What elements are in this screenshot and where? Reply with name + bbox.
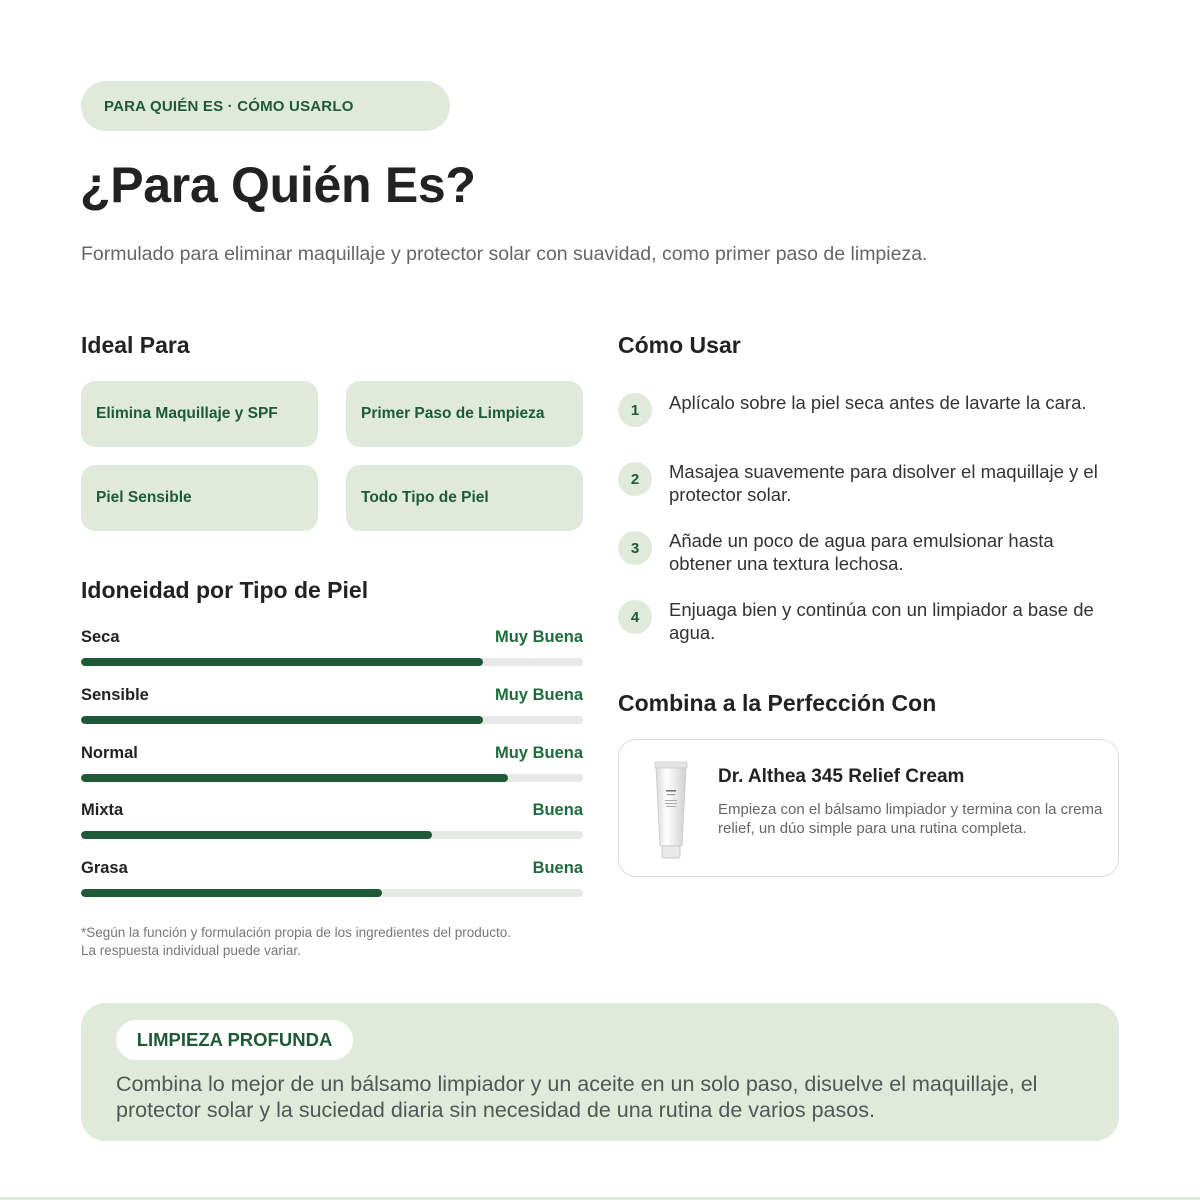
skin-type-label: Sensible	[81, 685, 149, 704]
page-title: ¿Para Quién Es?	[80, 157, 476, 213]
suitability-bar-fill	[81, 774, 508, 782]
pairs-well-heading: Combina a la Perfección Con	[618, 690, 937, 716]
ideal-for-heading: Ideal Para	[81, 332, 190, 358]
deep-cleansing-banner	[81, 1003, 1119, 1141]
ideal-chip-makeup-spf: Elimina Maquillaje y SPF	[81, 381, 318, 447]
skin-type-label: Normal	[81, 743, 138, 762]
suitability-level: Buena	[532, 800, 583, 819]
step-text: Masajea suavemente para disolver el maquillaje y el protector solar.	[669, 461, 1098, 505]
footnote-line: La respuesta individual puede variar.	[81, 943, 301, 958]
step-number-badge: 3	[618, 531, 652, 565]
step-number-badge: 1	[618, 393, 652, 427]
ideal-chip-all-skin-types: Todo Tipo de Piel	[346, 465, 583, 531]
ideal-chip-sensitive-skin: Piel Sensible	[81, 465, 318, 531]
step-text: Enjuaga bien y continúa con un limpiador a base de agua.	[669, 599, 1094, 643]
suitability-bar-track	[81, 831, 583, 839]
suitability-heading: Idoneidad por Tipo de Piel	[81, 577, 369, 603]
suitability-level: Muy Buena	[494, 743, 583, 762]
suitability-bar-fill	[81, 658, 483, 666]
usage-step	[618, 529, 1108, 575]
suitability-bar-fill	[81, 716, 483, 724]
section-eyebrow-badge: PARA QUIÉN ES · CÓMO USARLO	[81, 81, 450, 131]
skin-type-label: Seca	[81, 627, 120, 646]
cream-tube-icon	[653, 760, 689, 860]
footnote-line: *Según la función y formulación propia de los ingredientes del producto.	[81, 925, 512, 940]
ideal-chip-first-step: Primer Paso de Limpieza	[346, 381, 583, 447]
skin-type-label: Grasa	[81, 858, 128, 877]
suitability-bar-track	[81, 774, 583, 782]
suitability-bar-fill	[81, 831, 432, 839]
step-number-badge: 4	[618, 600, 652, 634]
suitability-footnote	[81, 924, 601, 960]
usage-step	[618, 460, 1108, 506]
suitability-row-oily	[81, 857, 583, 897]
suitability-bar-track	[81, 889, 583, 897]
suitability-row-normal	[81, 742, 583, 782]
step-text: Añade un poco de agua para emulsionar hasta obtener una textura lechosa.	[669, 530, 1054, 574]
banner-text: Combina lo mejor de un bálsamo limpiador y un aceite en un solo paso, disuelve el maquillaje, el protector solar y la suciedad diaria sin necesidad de una rutina de varios pasos.	[116, 1072, 1038, 1122]
step-number-badge: 2	[618, 462, 652, 496]
suitability-row-dry	[81, 626, 583, 666]
suitability-level: Buena	[532, 858, 583, 877]
paired-product-name: Dr. Althea 345 Relief Cream	[718, 766, 965, 787]
paired-product-description: Empieza con el bálsamo limpiador y termina con la crema relief, un dúo simple para una rutina completa.	[718, 801, 1103, 837]
suitability-row-combination	[81, 799, 583, 839]
page-subtitle: Formulado para eliminar maquillaje y protector solar con suavidad, como primer paso de limpieza.	[81, 243, 928, 265]
suitability-bar-track	[81, 716, 583, 724]
suitability-level: Muy Buena	[494, 685, 583, 704]
suitability-row-sensitive	[81, 684, 583, 724]
suitability-bar-track	[81, 658, 583, 666]
usage-step	[618, 598, 1108, 644]
paired-product-card[interactable]	[618, 739, 1119, 877]
suitability-bar-fill	[81, 889, 382, 897]
step-text: Aplícalo sobre la piel seca antes de lavarte la cara.	[669, 392, 1087, 413]
suitability-level: Muy Buena	[494, 627, 583, 646]
how-to-use-heading: Cómo Usar	[618, 332, 741, 358]
banner-badge: LIMPIEZA PROFUNDA	[116, 1020, 353, 1060]
usage-step	[618, 391, 1108, 427]
skin-type-label: Mixta	[81, 800, 124, 819]
